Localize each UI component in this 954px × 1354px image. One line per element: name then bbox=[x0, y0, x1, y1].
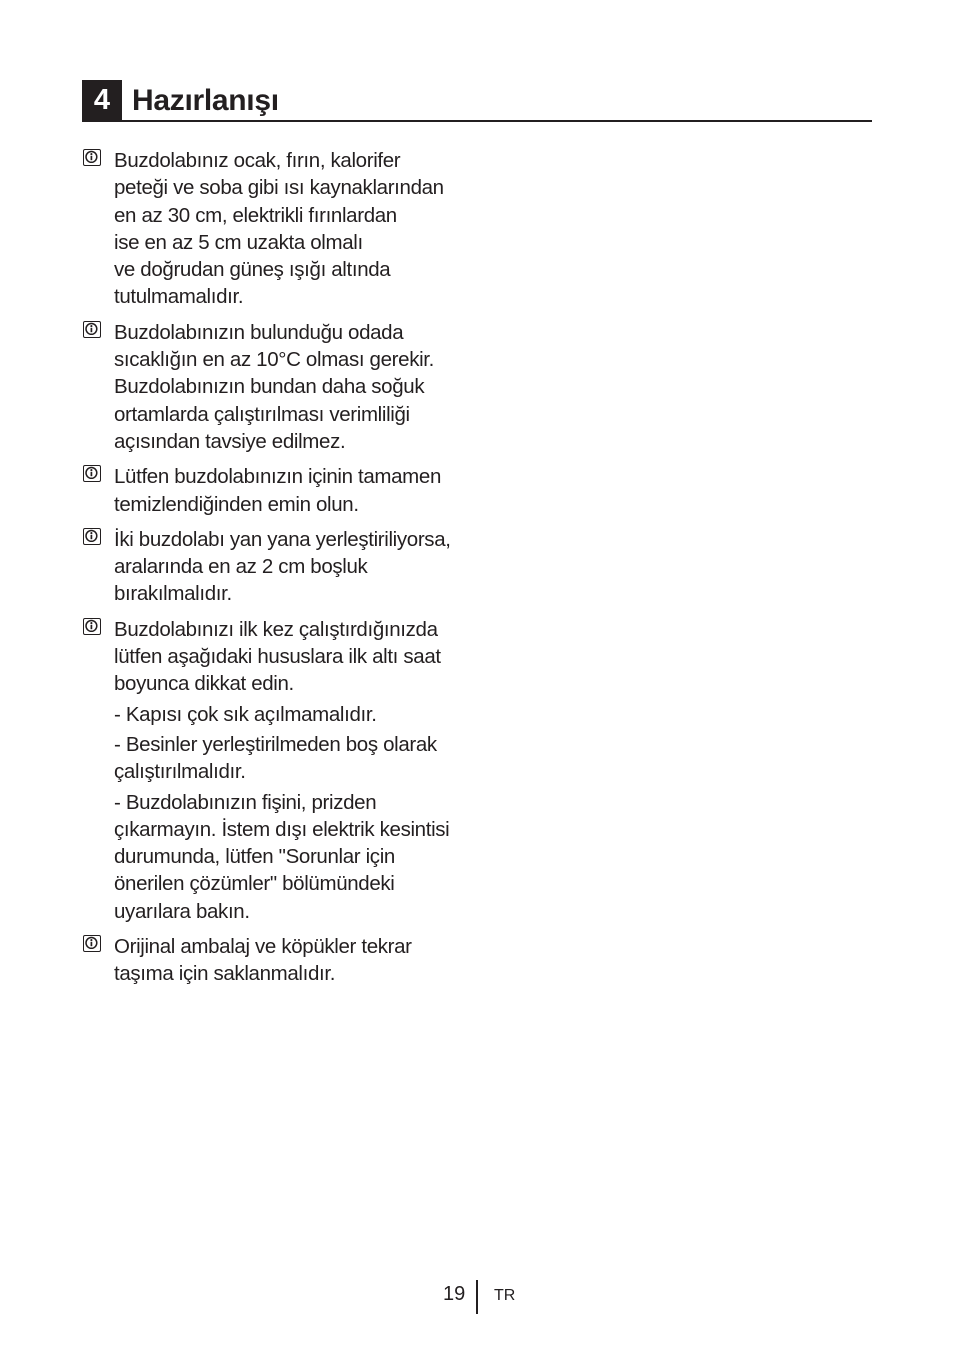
text-line: Orijinal ambalaj ve köpükler tekrar bbox=[114, 935, 412, 959]
info-list bbox=[82, 147, 482, 996]
text-line: ve doğrudan güneş ışığı altında bbox=[114, 258, 391, 282]
info-item bbox=[82, 147, 482, 311]
text-line: ortamlarda çalıştırılması verimliliği bbox=[114, 402, 410, 426]
text-line: bırakılmalıdır. bbox=[114, 582, 232, 606]
text-line: - Besinler yerleştirilmeden boş olarak bbox=[114, 732, 437, 756]
text-line: Buzdolabınızın bulunduğu odada bbox=[114, 320, 404, 344]
text-line: sıcaklığın en az 10°C olması gerekir. bbox=[114, 348, 434, 372]
page-number: 19 bbox=[443, 1283, 466, 1305]
info-text bbox=[114, 933, 482, 988]
text-line: en az 30 cm, elektrikli fırınlardan bbox=[114, 203, 397, 227]
text-line: peteği ve soba gibi ısı kaynaklarından bbox=[114, 176, 444, 200]
info-text bbox=[114, 319, 482, 455]
text-line: Buzdolabınızın bundan daha soğuk bbox=[114, 375, 425, 399]
info-icon bbox=[83, 528, 101, 545]
info-text bbox=[114, 526, 482, 608]
sub-item bbox=[114, 731, 482, 786]
text-line: çıkarmayın. İstem dışı elektrik kesintisi bbox=[114, 817, 450, 841]
text-line: Buzdolabınızı ilk kez çalıştırdığınızda bbox=[114, 617, 438, 641]
info-text bbox=[114, 616, 482, 698]
text-line: ise en az 5 cm uzakta olmalı bbox=[114, 230, 363, 254]
text-line: durumunda, lütfen "Sorunlar için bbox=[114, 845, 395, 869]
text-line: taşıma için saklanmalıdır. bbox=[114, 962, 336, 986]
text-line: İki buzdolabı yan yana yerleştiriliyorsa, bbox=[114, 527, 451, 551]
sub-item bbox=[114, 701, 482, 728]
info-item bbox=[82, 463, 482, 518]
info-icon bbox=[83, 618, 101, 635]
text-line: - Buzdolabınızın fişini, prizden bbox=[114, 790, 377, 814]
text-line: aralarında en az 2 cm boşluk bbox=[114, 555, 368, 579]
text-line: Lütfen buzdolabınızın içinin tamamen bbox=[114, 465, 442, 489]
text-line: çalıştırılmalıdır. bbox=[114, 760, 246, 784]
info-text bbox=[114, 463, 482, 518]
section-header bbox=[82, 80, 872, 122]
text-line: temizlendiğinden emin olun. bbox=[114, 492, 359, 516]
info-item bbox=[82, 319, 482, 455]
info-icon bbox=[83, 321, 101, 338]
text-line: - Kapısı çok sık açılmamalıdır. bbox=[114, 702, 377, 726]
info-text bbox=[114, 147, 482, 311]
section-title: Hazırlanışı bbox=[132, 84, 279, 117]
info-item bbox=[82, 526, 482, 608]
text-line: önerilen çözümler" bölümündeki bbox=[114, 872, 395, 896]
info-icon bbox=[83, 465, 101, 482]
text-line: boyunca dikkat edin. bbox=[114, 672, 294, 696]
language-code: TR bbox=[494, 1287, 516, 1304]
sub-item bbox=[114, 789, 482, 925]
section-number: 4 bbox=[82, 80, 122, 120]
info-item bbox=[82, 616, 482, 925]
footer-divider bbox=[476, 1280, 478, 1314]
text-line: açısından tavsiye edilmez. bbox=[114, 429, 346, 453]
text-line: tutulmamalıdır. bbox=[114, 285, 244, 309]
text-line: uyarılara bakın. bbox=[114, 899, 250, 923]
text-line: lütfen aşağıdaki hususlara ilk altı saat bbox=[114, 645, 441, 669]
info-icon bbox=[83, 935, 101, 952]
info-item bbox=[82, 933, 482, 988]
info-icon bbox=[83, 149, 101, 166]
text-line: Buzdolabınız ocak, fırın, kalorifer bbox=[114, 149, 401, 172]
page-footer bbox=[0, 1280, 954, 1316]
